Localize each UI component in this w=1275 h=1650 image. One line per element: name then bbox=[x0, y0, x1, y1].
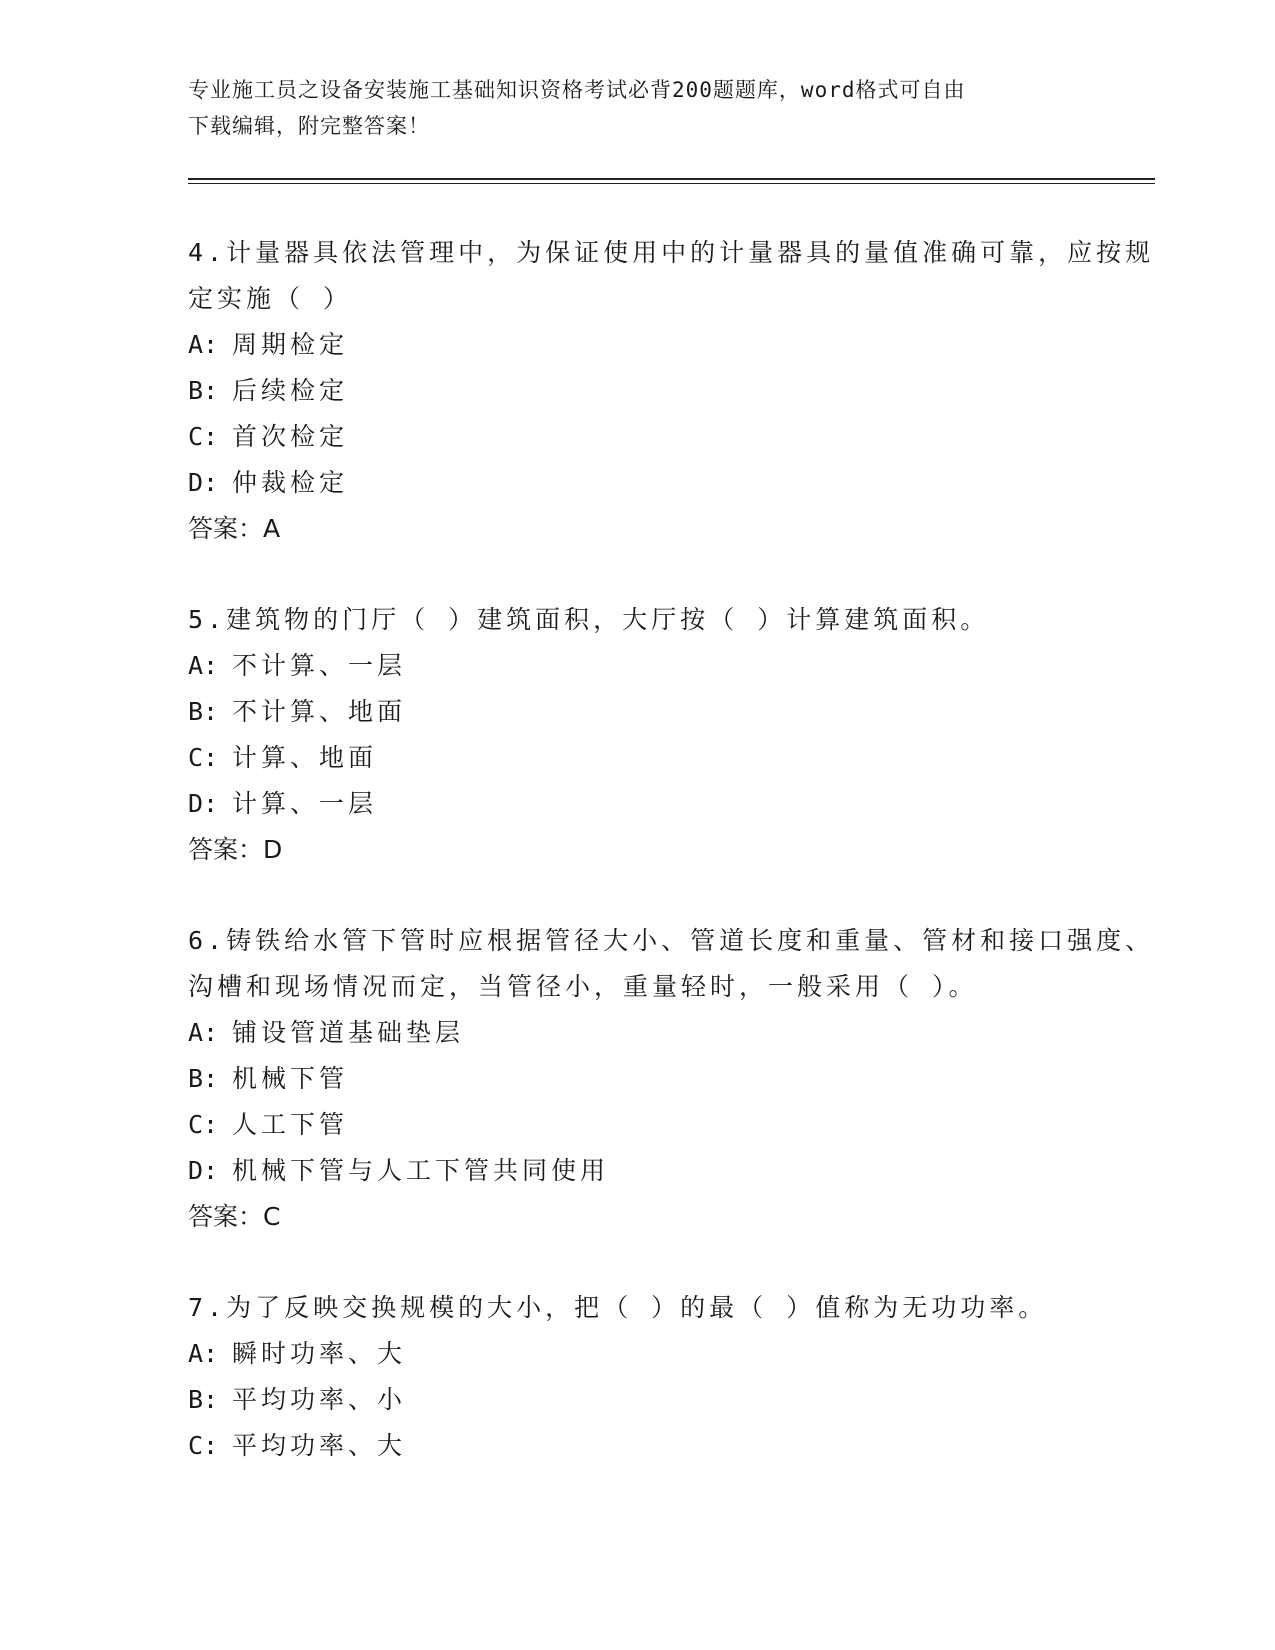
answer-line: 答案：A bbox=[188, 514, 281, 543]
question-5 bbox=[188, 597, 1158, 873]
option-a bbox=[188, 1331, 1158, 1377]
option-text: 仲裁检定 bbox=[232, 468, 349, 497]
option-key: A: bbox=[188, 1018, 219, 1047]
header-line-1: 专业施工员之设备安装施工基础知识资格考试必背200题题库，word格式可自由 bbox=[188, 78, 966, 102]
question-stem: 7.为了反映交换规模的大小，把（ ）的最（ ）值称为无功功率。 bbox=[188, 1293, 1048, 1322]
header-divider-thin bbox=[188, 183, 1155, 184]
option-d bbox=[188, 781, 1158, 827]
option-b bbox=[188, 689, 1158, 735]
option-a bbox=[188, 1010, 1158, 1056]
option-key: B: bbox=[188, 376, 219, 405]
option-text: 后续检定 bbox=[232, 376, 349, 405]
option-d bbox=[188, 1148, 1158, 1194]
option-key: D: bbox=[188, 468, 219, 497]
option-text: 人工下管 bbox=[232, 1110, 349, 1139]
option-text: 周期检定 bbox=[232, 330, 349, 359]
option-text: 首次检定 bbox=[232, 422, 349, 451]
option-c bbox=[188, 1423, 1158, 1469]
option-key: D: bbox=[188, 789, 219, 818]
option-key: A: bbox=[188, 330, 219, 359]
option-key: C: bbox=[188, 743, 219, 772]
option-key: C: bbox=[188, 422, 219, 451]
question-7 bbox=[188, 1285, 1158, 1469]
option-text: 计算、地面 bbox=[232, 743, 378, 772]
question-6 bbox=[188, 918, 1158, 1240]
option-b bbox=[188, 1377, 1158, 1423]
option-text: 不计算、地面 bbox=[232, 697, 407, 726]
option-key: B: bbox=[188, 1385, 219, 1414]
option-key: A: bbox=[188, 1339, 219, 1368]
option-text: 铺设管道基础垫层 bbox=[232, 1018, 465, 1047]
option-text: 不计算、一层 bbox=[232, 651, 407, 680]
answer-line: 答案：D bbox=[188, 835, 283, 864]
option-text: 平均功率、小 bbox=[232, 1385, 407, 1414]
header-divider-thick bbox=[188, 178, 1155, 180]
option-key: B: bbox=[188, 1064, 219, 1093]
option-a bbox=[188, 322, 1158, 368]
question-stem: 5.建筑物的门厅（ ）建筑面积，大厅按（ ）计算建筑面积。 bbox=[188, 605, 990, 634]
option-key: D: bbox=[188, 1156, 219, 1185]
document-header bbox=[188, 72, 1088, 144]
question-stem: 6.铸铁给水管下管时应根据管径大小、管道长度和重量、管材和接口强度、沟槽和现场情况而定，当管径小，重量轻时，一般采用（ ）。 bbox=[188, 926, 1155, 1001]
option-b bbox=[188, 368, 1158, 414]
option-text: 计算、一层 bbox=[232, 789, 378, 818]
answer-line: 答案：C bbox=[188, 1202, 281, 1231]
question-stem: 4.计量器具依法管理中，为保证使用中的计量器具的量值准确可靠，应按规定实施（ ） bbox=[188, 238, 1155, 313]
option-c bbox=[188, 1102, 1158, 1148]
option-key: A: bbox=[188, 651, 219, 680]
option-key: C: bbox=[188, 1110, 219, 1139]
option-text: 平均功率、大 bbox=[232, 1431, 407, 1460]
header-line-2: 下载编辑，附完整答案！ bbox=[188, 114, 430, 138]
question-list bbox=[188, 230, 1158, 1514]
option-key: C: bbox=[188, 1431, 219, 1460]
option-c bbox=[188, 735, 1158, 781]
option-b bbox=[188, 1056, 1158, 1102]
question-4 bbox=[188, 230, 1158, 552]
option-text: 机械下管与人工下管共同使用 bbox=[232, 1156, 610, 1185]
option-c bbox=[188, 414, 1158, 460]
option-d bbox=[188, 460, 1158, 506]
option-text: 机械下管 bbox=[232, 1064, 349, 1093]
option-key: B: bbox=[188, 697, 219, 726]
option-text: 瞬时功率、大 bbox=[232, 1339, 407, 1368]
option-a bbox=[188, 643, 1158, 689]
